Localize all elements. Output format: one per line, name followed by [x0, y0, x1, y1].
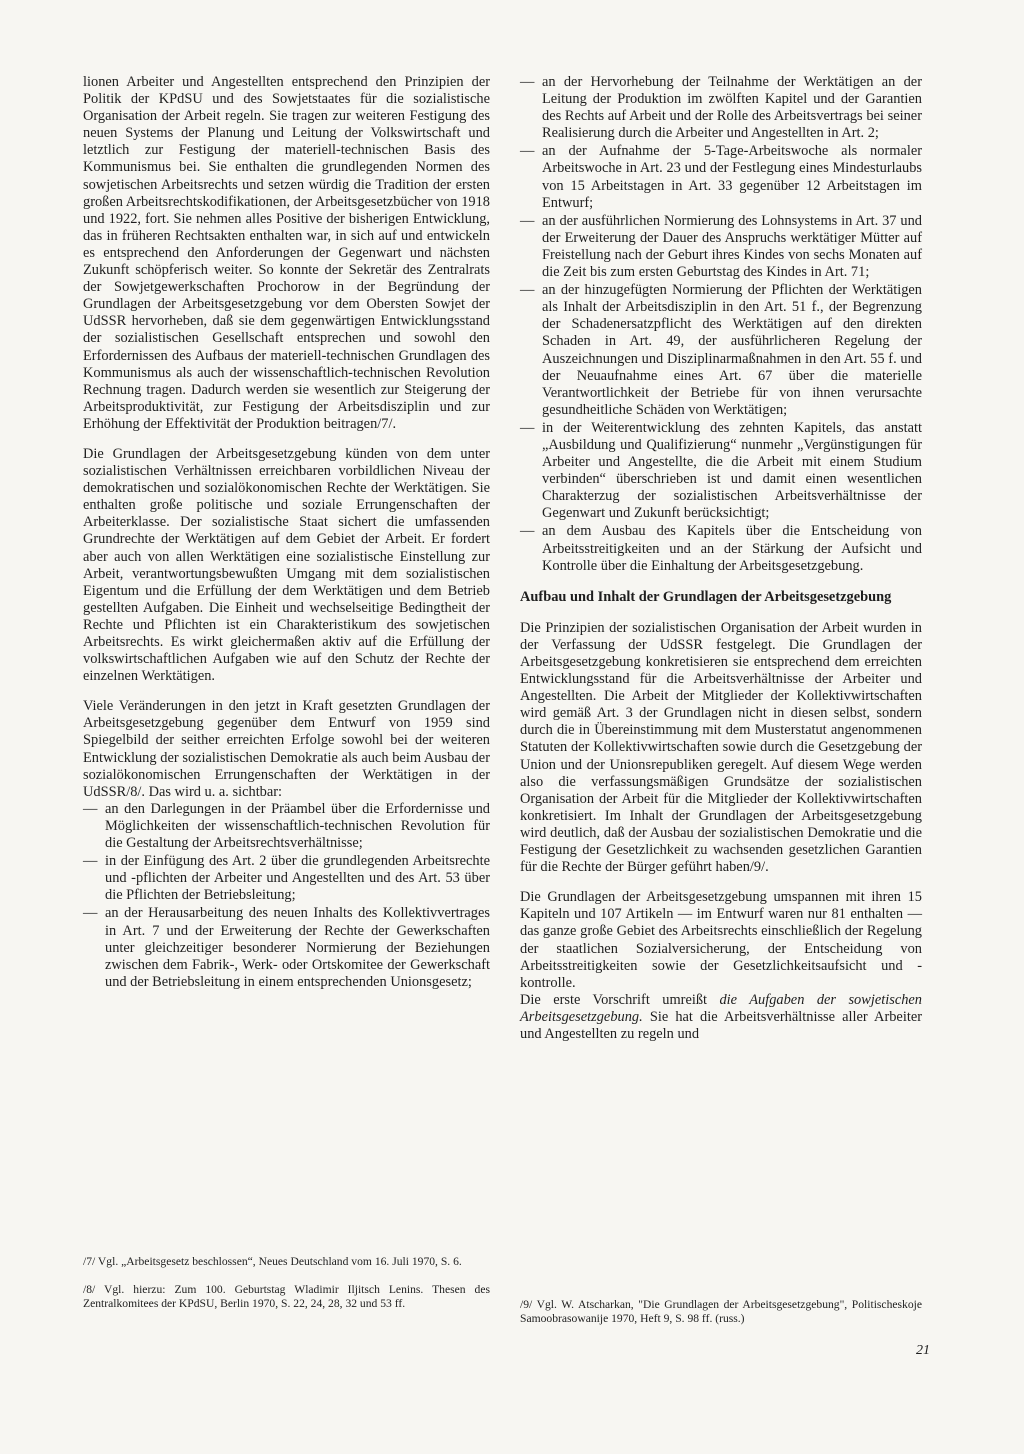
- paragraph: lionen Arbeiter und Angestellten entsprechend den Prinzipien der Politik der KPdSU und des Sowjetstaates für die sozialistische Organisation der Arbeit regeln. Sie tragen zur weiteren Festigung des neuen Systems der Planung und Leitung der Volkswirtschaft und letztlich zur Festigung der materiell-technischen Basis des Kommunismus bei. Sie enthalten die grundlegenden Normen des sowjetischen Arbeitsrechts und setzen würdig die Tradition der ersten großen Arbeitsrechtskodifikationen, der Arbeitsgesetzbücher von 1918 und 1922, fort. Sie nehmen alles Positive der bisherigen Entwicklung, das in früheren Rechtsakten enthalten war, in sich auf und entwickeln es entsprechend den Anforderungen der Gegenwart und nächsten Zukunft schöpferisch weiter. So konnte der Sekretär des Zentralrats der Sowjetgewerkschaften Prochorow in der Begründung der Grundlagen der Arbeitsgesetzgebung vor dem Obersten Sowjet der UdSSR hervorheben, daß sie dem gegenwärtigen Entwicklungsstand der sozialistischen Gesellschaft entsprechen und sowohl den Erfordernissen des Aufbaus der materiell-technischen Grundlagen des Kommunismus als auch der wissenschaftlich-technischen Revolution Rechnung tragen. Dadurch werden sie wesentlich zur Steigerung der Arbeitsproduktivität, zur Festigung der Arbeitsdisziplin und zur Erhöhung der Effektivität der Produktion beitragen/7/.: [83, 74, 490, 432]
- left-column: [83, 74, 490, 1005]
- page-number: 21: [916, 1343, 930, 1358]
- paragraph: Die Grundlagen der Arbeitsgesetzgebung künden von dem unter sozialistischen Verhältnissen erreichbaren vorbildlichen Niveau der demokratischen und sozialökonomischen Rechte der Werktätigen. Sie enthalten große politische und soziale Errungenschaften der Arbeiterklasse. Der sozialistische Staat sichert die umfassenden Grundrechte der Werktätigen auf dem Gebiet der Arbeit. Er fordert aber auch von allen Werktätigen eine sozialistische Einstellung zur Arbeit, verantwortungsbewußten Umgang mit dem sozialistischen Eigentum und die Erfüllung der dem Werktätigen und dem Betrieb gestellten Aufgaben. Die Einheit und wechselseitige Bedingtheit der Rechte und Pflichten ist ein Charakteristikum des sowjetischen Arbeitsrechts. Es wirkt gleichermaßen aktiv auf die Erfüllung der volkswirtschaftlichen Aufgaben wie auf den Schutz der Rechte der einzelnen Werktätigen.: [83, 445, 490, 685]
- list-item: — an dem Ausbau des Kapitels über die Entscheidung von Arbeitsstreitigkeiten und an der Stärkung der Aufsicht und Kontrolle über die Einhaltung der Arbeitsgesetzgebung.: [520, 523, 922, 574]
- list-item: — in der Weiterentwicklung des zehnten Kapitels, das anstatt „Ausbildung und Qualifizierung“ nunmehr „Vergünstigungen für Arbeiter und Angestellte, die die Arbeit mit einem Studium verbinden“ überschrieben ist und damit einen wesentlichen Charakterzug der sozialistischen Arbeitsverhältnisse der Gegenwart und Zukunft berücksichtigt;: [520, 420, 922, 523]
- paragraph-text: Die erste Vorschrift umreißt: [520, 991, 720, 1008]
- list-item: — an der ausführlichen Normierung des Lohnsystems in Art. 37 und der Erweiterung der Dauer des Anspruchs werktätiger Mütter auf Freistellung nach der Geburt ihres Kindes von sechs Monaten auf die Zeit bis zum ersten Geburtstag des Kindes in Art. 71;: [520, 213, 922, 281]
- section-heading: Aufbau und Inhalt der Grundlagen der Arbeitsgesetzgebung: [520, 588, 892, 605]
- emphasis-text: die Aufgaben der sowjetischen Arbeitsgesetzgebung.: [520, 991, 922, 1025]
- list-item: — an der Herausarbeitung des neuen Inhalts des Kollektivvertrages in Art. 7 und der Erweiterung der Rechte der Gewerkschaften unter gleichzeitiger besonderer Normierung der Beziehungen zwischen dem Fabrik-, Werk- oder Ortskomitee der Gewerkschaft und der Betriebsleitung in einem entsprechenden Unionsgesetz;: [83, 905, 490, 990]
- list-item: — an der hinzugefügten Normierung der Pflichten der Werktätigen als Inhalt der Arbeitsdisziplin in den Art. 51 f., der Begrenzung der Schadenersatzpflicht des Werktätigen auf den direkten Schaden in Art. 49, der ausführlicheren Regelung der Auszeichnungen und Disziplinarmaßnahmen in den Art. 55 f. und der Neuaufnahme eines Art. 67 über die materielle Verantwortlichkeit der Betriebe für von ihnen verursachte gesundheitliche Schäden von Werktätigen;: [520, 282, 922, 419]
- footnote-9: /9/ Vgl. W. Atscharkan, "Die Grundlagen der Arbeitsgesetzgebung", Politischeskoje Samoobrasowanije 1970, Heft 9, S. 98 ff. (russ.): [520, 1298, 922, 1325]
- paragraph: [520, 992, 922, 1043]
- dash-list: [520, 74, 922, 575]
- list-item: — in der Einfügung des Art. 2 über die grundlegenden Arbeitsrechte und -pflichten der Arbeiter und Angestellten und des Art. 53 über die Pflichten der Betriebsleitung;: [83, 853, 490, 904]
- list-item: — an der Aufnahme der 5-Tage-Arbeitswoche als normaler Arbeitswoche in Art. 23 und der Festlegung eines Mindesturlaubs von 15 Arbeitstagen in Art. 33 gegenüber 12 Arbeitstagen im Entwurf;: [520, 143, 922, 211]
- right-column: [520, 74, 922, 1043]
- paragraph-text: Sie hat die Arbeitsverhältnisse aller Arbeiter und Angestellten zu regeln und: [520, 1008, 922, 1042]
- dash-list: [83, 801, 490, 991]
- footnote-7: /7/ Vgl. „Arbeitsgesetz beschlossen“, Neues Deutschland vom 16. Juli 1970, S. 6.: [83, 1255, 462, 1268]
- paragraph: Die Prinzipien der sozialistischen Organisation der Arbeit wurden in der Verfassung der UdSSR festgelegt. Die Grundlagen der Arbeitsgesetzgebung konkretisieren sie entsprechend dem erreichten Entwicklungsstand für die Arbeitsverhältnisse der Arbeiter und Angestellten. Die Arbeit der Mitglieder der Kollektivwirtschaften wird gemäß Art. 3 der Grundlagen nicht in diesen selbst, sondern durch die in Übereinstimmung mit dem Musterstatut angenommenen Statuten der Kollektivwirtschaften sowie durch die Gesetzgebung der Union und der Unionsrepubliken geregelt. Auf diesem Wege werden also die verfassungsmäßigen Grundsätze der sozialistischen Organisation der Arbeit für die Mitglieder der Kollektivwirtschaften konkretisiert. Im Inhalt der Grundlagen der Arbeitsgesetzgebung wird deutlich, daß der Ausbau der sozialistischen Demokratie und die Festigung der Gesetzlichkeit zu wachsenden gesetzlichen Garantien für die Rechte der Bürger geführt haben/9/.: [520, 619, 922, 876]
- list-item: — an den Darlegungen in der Präambel über die Erfordernisse und Möglichkeiten der wissenschaftlich-technischen Revolution für die Gestaltung der Arbeitsrechtsverhältnisse;: [83, 801, 490, 852]
- paragraph: Viele Veränderungen in den jetzt in Kraft gesetzten Grundlagen der Arbeitsgesetzgebung gegenüber dem Entwurf von 1959 sind Spiegelbild der seither erreichten Erfolge sowohl bei der weiteren Entwicklung der sozialistischen Demokratie als auch beim Ausbau der sozialökonomischen Errungenschaften der Werktätigen in der UdSSR/8/. Das wird u. a. sichtbar:: [83, 698, 490, 800]
- footnote-8: /8/ Vgl. hierzu: Zum 100. Geburtstag Wladimir Iljitsch Lenins. Thesen des Zentralkomitees der KPdSU, Berlin 1970, S. 22, 24, 28, 32 und 53 ff.: [83, 1283, 490, 1310]
- paragraph: Die Grundlagen der Arbeitsgesetzgebung umspannen mit ihren 15 Kapiteln und 107 Artikeln — im Entwurf waren nur 81 enthalten — das ganze große Gebiet des Arbeitsrechts einschließlich der Regelung der staatlichen Sozialversicherung, der Entscheidung von Arbeitsstreitigkeiten sowie der Gesetzlichkeitsaufsicht und -kontrolle.: [520, 889, 922, 991]
- list-item: — an der Hervorhebung der Teilnahme der Werktätigen an der Leitung der Produktion im zwölften Kapitel und der Garantien des Rechts auf Arbeit und der Rolle des Arbeitsvertrags bei seiner Realisierung durch die Arbeiter und Angestellten in Art. 2;: [520, 74, 922, 142]
